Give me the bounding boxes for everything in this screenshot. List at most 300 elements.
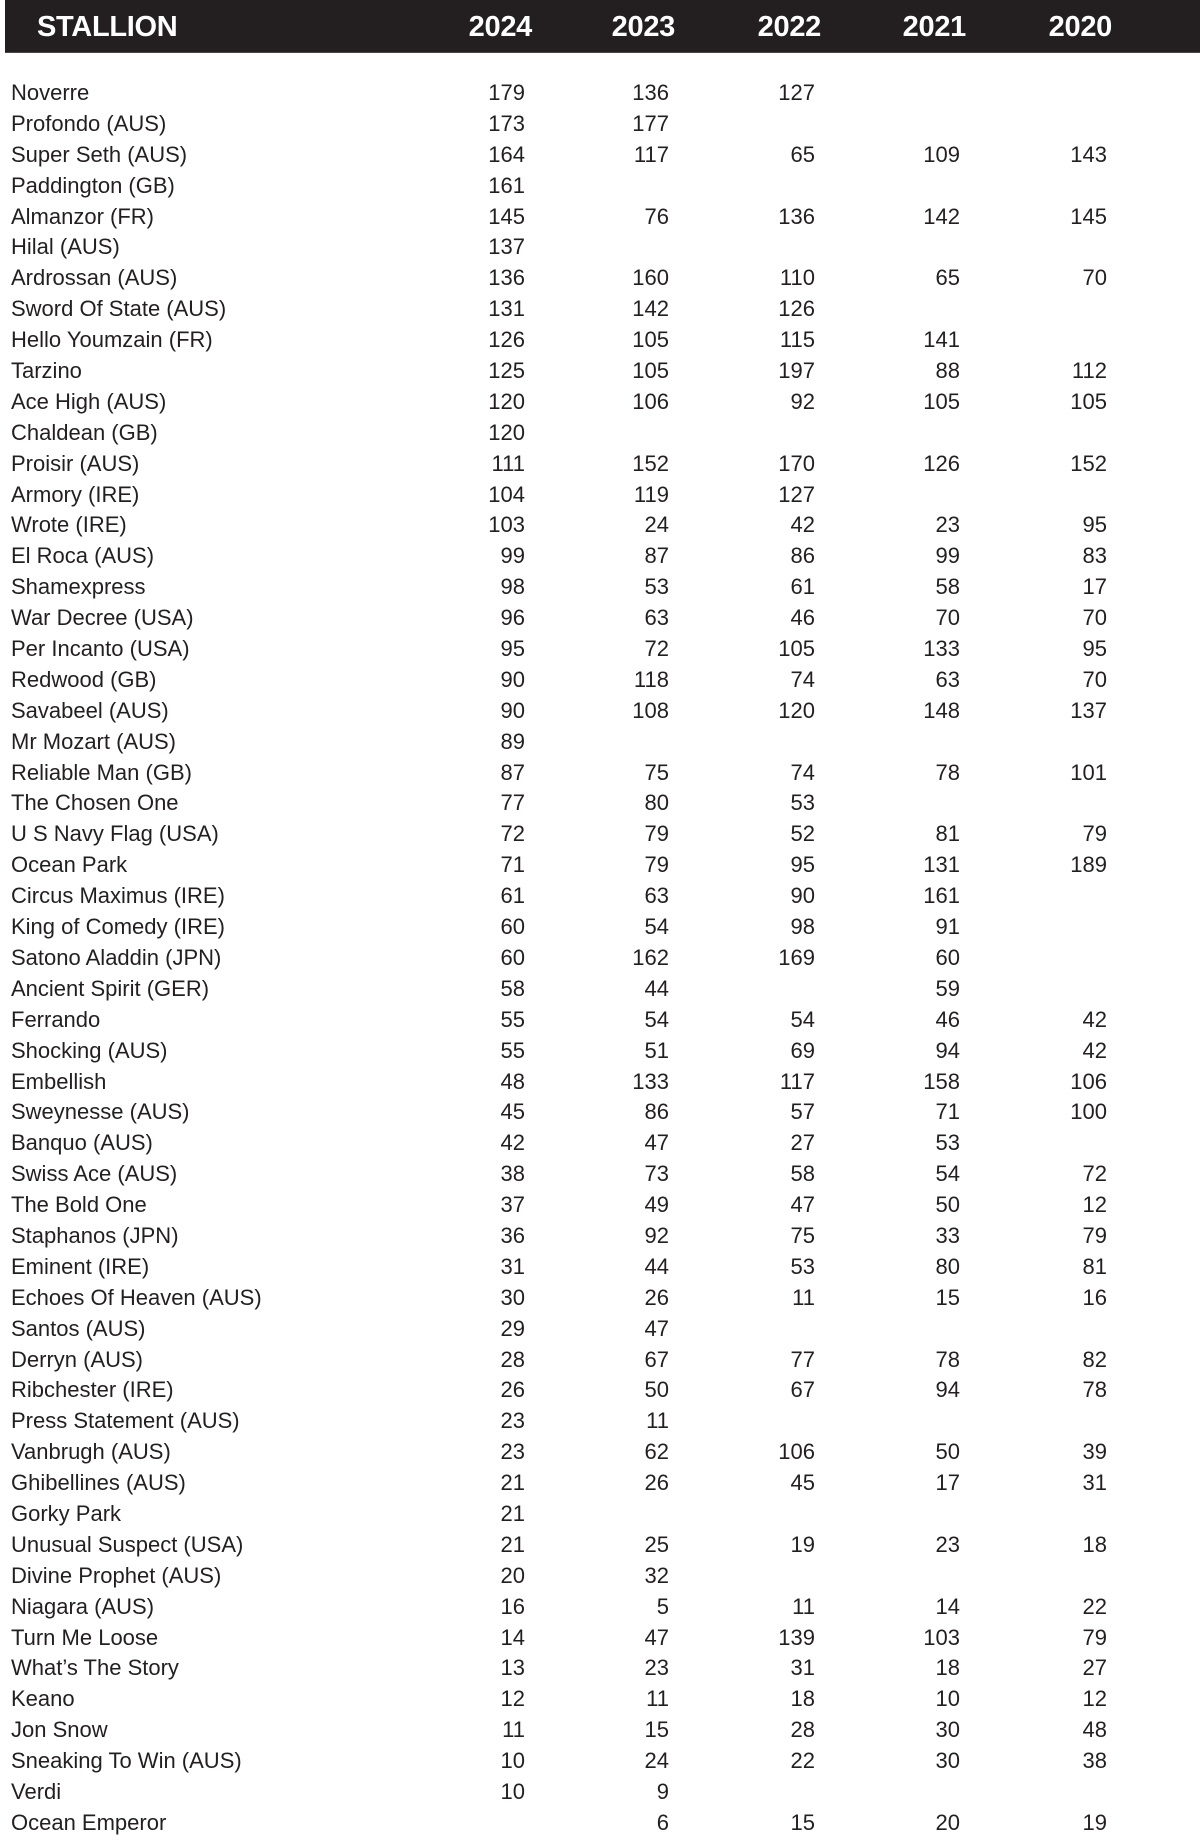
year-value-2022: 57 <box>790 1099 815 1125</box>
year-value-2023: 25 <box>644 1531 669 1557</box>
year-value-2020: 189 <box>1070 852 1107 878</box>
stallion-name: Reliable Man (GB) <box>11 759 192 785</box>
year-value-2022: 115 <box>779 327 815 353</box>
year-value-2022: 127 <box>778 80 815 105</box>
year-value-2020 <box>1017 942 1107 973</box>
year-value-2023: 106 <box>632 388 669 414</box>
year-value-2023 <box>579 1498 669 1529</box>
year-value-2022: 74 <box>790 759 815 785</box>
year-value-2020 <box>1017 1498 1107 1529</box>
year-value-2022 <box>725 170 815 201</box>
year-value-2024: 36 <box>500 1222 525 1248</box>
year-value-2023: 5 <box>656 1593 669 1619</box>
year-value-2021 <box>870 1405 960 1436</box>
stallion-name: Ardrossan (AUS) <box>11 265 178 291</box>
year-value-2021 <box>870 726 960 757</box>
stallion-name: Wrote (IRE) <box>11 512 127 538</box>
year-value-2021 <box>870 108 960 139</box>
year-value-2022 <box>725 1405 815 1436</box>
year-value-2020 <box>1017 726 1107 757</box>
table-row <box>0 262 1200 293</box>
year-value-2022: 86 <box>790 543 815 569</box>
year-value-2020: 12 <box>1082 1686 1107 1712</box>
stallion-name: Sword Of State (AUS) <box>11 296 227 322</box>
stallion-name: Ferrando <box>11 1006 101 1032</box>
year-value-2023: 11 <box>646 1686 669 1712</box>
year-value-2024: 61 <box>500 883 525 909</box>
year-value-2024: 89 <box>500 728 525 754</box>
year-value-2024: 55 <box>500 1037 525 1063</box>
year-value-2020: 83 <box>1082 543 1107 569</box>
year-value-2021: 60 <box>935 944 960 970</box>
year-value-2020: 18 <box>1082 1531 1107 1557</box>
year-value-2021 <box>870 417 960 448</box>
year-value-2021: 20 <box>935 1809 960 1835</box>
table-row <box>0 1189 1200 1220</box>
year-value-2024: 55 <box>500 1006 525 1032</box>
table-row <box>0 695 1200 726</box>
stallion-name: Hello Youmzain (FR) <box>11 327 213 353</box>
year-value-2022: 95 <box>790 852 815 878</box>
year-value-2021: 58 <box>935 574 960 600</box>
year-value-2022: 170 <box>778 450 815 476</box>
year-value-2023: 26 <box>644 1470 669 1496</box>
column-header-year: 2021 <box>902 11 966 43</box>
year-value-2020: 112 <box>1071 358 1107 384</box>
table-row <box>0 1127 1200 1158</box>
year-value-2020 <box>1017 77 1107 108</box>
year-value-2023 <box>579 231 669 262</box>
table-row <box>0 571 1200 602</box>
stallion-name: Ocean Park <box>11 852 128 878</box>
year-value-2021 <box>870 1313 960 1344</box>
year-value-2021: 46 <box>935 1006 960 1032</box>
year-value-2020: 81 <box>1082 1253 1107 1279</box>
year-value-2020: 106 <box>1070 1068 1107 1094</box>
year-value-2023: 11 <box>646 1408 669 1434</box>
stallion-name: Proisir (AUS) <box>11 450 140 476</box>
year-value-2021: 99 <box>935 543 960 569</box>
year-value-2020: 70 <box>1082 666 1107 692</box>
stallion-name: U S Navy Flag (USA) <box>11 821 219 847</box>
year-value-2022: 45 <box>790 1470 815 1496</box>
table-row <box>0 633 1200 664</box>
year-value-2020 <box>1017 231 1107 262</box>
year-value-2022: 127 <box>778 481 815 507</box>
table-row <box>0 1158 1200 1189</box>
year-value-2023: 92 <box>644 1222 669 1248</box>
year-value-2021: 14 <box>935 1593 960 1619</box>
year-value-2024: 120 <box>488 419 525 445</box>
year-value-2020 <box>1017 293 1107 324</box>
year-value-2022 <box>725 108 815 139</box>
year-value-2022: 53 <box>790 790 815 816</box>
year-value-2022: 31 <box>790 1655 815 1681</box>
table-row <box>0 1467 1200 1498</box>
year-value-2022: 69 <box>790 1037 815 1063</box>
stallion-table-body <box>0 77 1200 1838</box>
year-value-2020: 105 <box>1070 388 1107 414</box>
table-row <box>0 1776 1200 1807</box>
table-row <box>0 1436 1200 1467</box>
year-value-2022 <box>725 1560 815 1591</box>
year-value-2020 <box>1017 787 1107 818</box>
table-row <box>0 201 1200 232</box>
stallion-name: Ace High (AUS) <box>11 388 167 414</box>
year-value-2022: 126 <box>778 296 815 322</box>
year-value-2023: 79 <box>644 852 669 878</box>
table-row <box>0 726 1200 757</box>
year-value-2020: 38 <box>1082 1748 1107 1774</box>
year-value-2023: 177 <box>632 110 669 136</box>
year-value-2021: 23 <box>935 1531 960 1557</box>
year-value-2020 <box>1017 1776 1107 1807</box>
year-value-2024: 77 <box>500 790 525 816</box>
year-value-2021: 94 <box>935 1037 960 1063</box>
table-row <box>0 1683 1200 1714</box>
year-value-2022: 18 <box>790 1686 815 1712</box>
column-header-year: 2023 <box>611 11 675 43</box>
year-value-2023: 23 <box>644 1655 669 1681</box>
table-row <box>0 1374 1200 1405</box>
year-value-2024: 20 <box>500 1562 525 1588</box>
stallion-name: Gorky Park <box>11 1500 122 1526</box>
year-value-2021: 148 <box>923 697 960 723</box>
year-value-2021 <box>870 1498 960 1529</box>
table-row <box>0 849 1200 880</box>
year-value-2024: 161 <box>488 172 525 198</box>
table-row <box>0 231 1200 262</box>
year-value-2020: 79 <box>1082 1222 1107 1248</box>
table-row <box>0 1282 1200 1313</box>
year-value-2024: 48 <box>500 1068 525 1094</box>
stallion-name: Savabeel (AUS) <box>11 697 169 723</box>
year-value-2020: 48 <box>1082 1717 1107 1743</box>
year-value-2020 <box>1017 324 1107 355</box>
stallion-name: Per Incanto (USA) <box>11 636 190 662</box>
year-value-2023: 119 <box>633 481 669 507</box>
stallion-name: Echoes Of Heaven (AUS) <box>11 1284 262 1310</box>
stallion-name: The Chosen One <box>11 790 179 816</box>
year-value-2023: 80 <box>644 790 669 816</box>
stallion-name: Turn Me Loose <box>11 1624 159 1650</box>
year-value-2021: 50 <box>935 1439 960 1465</box>
stallion-name: Press Statement (AUS) <box>11 1408 240 1434</box>
year-value-2020: 42 <box>1082 1006 1107 1032</box>
year-value-2021 <box>870 787 960 818</box>
year-value-2023: 72 <box>644 636 669 662</box>
table-row <box>0 1807 1200 1838</box>
year-value-2021: 70 <box>935 605 960 631</box>
table-row <box>0 1652 1200 1683</box>
stallion-name: Sneaking To Win (AUS) <box>11 1748 242 1774</box>
year-value-2020: 22 <box>1082 1593 1107 1619</box>
year-value-2022: 136 <box>778 203 815 229</box>
stallion-name: Mr Mozart (AUS) <box>11 728 176 754</box>
year-value-2020: 79 <box>1082 821 1107 847</box>
table-row <box>0 757 1200 788</box>
year-value-2020 <box>1017 479 1107 510</box>
year-value-2021: 10 <box>935 1686 960 1712</box>
table-row <box>0 540 1200 571</box>
year-value-2023: 160 <box>632 265 669 291</box>
year-value-2022: 61 <box>790 574 815 600</box>
stallion-name: The Bold One <box>11 1192 147 1218</box>
year-value-2022: 106 <box>778 1439 815 1465</box>
stallion-name: What’s The Story <box>11 1655 179 1681</box>
year-value-2020: 145 <box>1070 203 1107 229</box>
year-value-2024 <box>435 1807 525 1838</box>
year-value-2022: 92 <box>790 388 815 414</box>
year-value-2023: 136 <box>632 80 669 105</box>
stallion-name: King of Comedy (IRE) <box>11 914 225 940</box>
year-value-2021: 53 <box>935 1130 960 1156</box>
table-row <box>0 355 1200 386</box>
year-value-2021: 126 <box>923 450 960 476</box>
table-row <box>0 1529 1200 1560</box>
column-header-stallion: STALLION <box>37 11 178 43</box>
year-value-2021: 131 <box>923 852 960 878</box>
year-value-2023: 51 <box>644 1037 669 1063</box>
year-value-2020 <box>1017 1560 1107 1591</box>
year-value-2023: 9 <box>656 1778 669 1804</box>
stallion-name: Verdi <box>11 1778 62 1804</box>
stallion-name: El Roca (AUS) <box>11 543 155 569</box>
year-value-2021: 91 <box>935 914 960 940</box>
year-value-2022: 54 <box>790 1006 815 1032</box>
year-value-2020: 12 <box>1082 1192 1107 1218</box>
year-value-2022 <box>725 231 815 262</box>
year-value-2021: 15 <box>935 1284 960 1310</box>
table-row <box>0 1344 1200 1375</box>
year-value-2021: 133 <box>923 636 960 662</box>
year-value-2023: 105 <box>632 358 669 384</box>
year-value-2021: 109 <box>923 141 960 167</box>
stallion-name: Redwood (GB) <box>11 666 157 692</box>
year-value-2020: 39 <box>1082 1439 1107 1465</box>
year-value-2021: 59 <box>935 975 960 1001</box>
year-value-2021: 18 <box>935 1655 960 1681</box>
table-row <box>0 602 1200 633</box>
year-value-2023 <box>579 417 669 448</box>
year-value-2020: 79 <box>1082 1624 1107 1650</box>
year-value-2023: 73 <box>644 1161 669 1187</box>
column-header-year: 2020 <box>1048 11 1112 43</box>
year-value-2023: 63 <box>644 605 669 631</box>
table-row <box>0 1745 1200 1776</box>
year-value-2020: 101 <box>1070 759 1107 785</box>
year-value-2024: 60 <box>500 944 525 970</box>
table-row <box>0 139 1200 170</box>
year-value-2020: 95 <box>1082 636 1107 662</box>
year-value-2023: 47 <box>644 1624 669 1650</box>
year-value-2023: 152 <box>632 450 669 476</box>
year-value-2024: 173 <box>488 110 525 136</box>
year-value-2024: 13 <box>500 1655 525 1681</box>
stallion-name: Super Seth (AUS) <box>11 141 188 167</box>
stallion-name: Swiss Ace (AUS) <box>11 1161 178 1187</box>
year-value-2023 <box>579 726 669 757</box>
year-value-2022: 15 <box>790 1809 815 1835</box>
year-value-2020: 27 <box>1082 1655 1107 1681</box>
year-value-2020 <box>1017 880 1107 911</box>
year-value-2023: 49 <box>644 1192 669 1218</box>
table-row <box>0 386 1200 417</box>
table-row <box>0 1714 1200 1745</box>
stallion-name: Shocking (AUS) <box>11 1037 168 1063</box>
year-value-2024: 31 <box>500 1253 525 1279</box>
year-value-2021 <box>870 170 960 201</box>
year-value-2020: 143 <box>1070 141 1107 167</box>
year-value-2021: 78 <box>935 1346 960 1372</box>
year-value-2023: 117 <box>633 141 669 167</box>
year-value-2023: 32 <box>644 1562 669 1588</box>
year-value-2023: 24 <box>644 512 669 538</box>
table-row <box>0 170 1200 201</box>
year-value-2021: 161 <box>923 883 960 909</box>
stallion-name: Shamexpress <box>11 574 146 600</box>
year-value-2024: 125 <box>488 358 525 384</box>
stallion-name: Almanzor (FR) <box>11 203 155 229</box>
year-value-2021 <box>870 479 960 510</box>
year-value-2021 <box>870 1776 960 1807</box>
year-value-2023: 44 <box>644 975 669 1001</box>
year-value-2024: 111 <box>491 450 525 476</box>
year-value-2023: 162 <box>632 944 669 970</box>
year-value-2022: 139 <box>778 1624 815 1650</box>
table-header <box>5 0 1200 53</box>
table-row <box>0 1251 1200 1282</box>
stallion-name: Santos (AUS) <box>11 1315 146 1341</box>
year-value-2023: 133 <box>632 1068 669 1094</box>
year-value-2020: 72 <box>1082 1161 1107 1187</box>
year-value-2022: 77 <box>790 1346 815 1372</box>
year-value-2024: 90 <box>500 697 525 723</box>
year-value-2020: 16 <box>1082 1284 1107 1310</box>
year-value-2020: 19 <box>1082 1809 1107 1835</box>
table-row <box>0 77 1200 108</box>
year-value-2020 <box>1017 973 1107 1004</box>
table-row <box>0 1591 1200 1622</box>
year-value-2024: 90 <box>500 666 525 692</box>
stallion-name: Jon Snow <box>11 1717 108 1743</box>
year-value-2024: 30 <box>500 1284 525 1310</box>
year-value-2022: 75 <box>790 1222 815 1248</box>
stallion-name: War Decree (USA) <box>11 605 194 631</box>
year-value-2022: 52 <box>790 821 815 847</box>
year-value-2020 <box>1017 1313 1107 1344</box>
stallion-name: Embellish <box>11 1068 107 1094</box>
stallion-name: Ocean Emperor <box>11 1809 167 1835</box>
year-value-2022 <box>725 1498 815 1529</box>
year-value-2024: 98 <box>500 574 525 600</box>
year-value-2022 <box>725 1313 815 1344</box>
year-value-2020: 100 <box>1070 1099 1107 1125</box>
year-value-2024: 99 <box>500 543 525 569</box>
year-value-2022: 74 <box>790 666 815 692</box>
year-value-2023: 54 <box>644 1006 669 1032</box>
table-row <box>0 1405 1200 1436</box>
year-value-2024: 37 <box>500 1192 525 1218</box>
year-value-2020: 137 <box>1070 697 1107 723</box>
year-value-2021: 63 <box>935 666 960 692</box>
year-value-2021: 30 <box>935 1748 960 1774</box>
year-value-2024: 21 <box>500 1531 525 1557</box>
year-value-2021: 88 <box>935 358 960 384</box>
year-value-2023: 26 <box>644 1284 669 1310</box>
year-value-2024: 96 <box>500 605 525 631</box>
stallion-name: Ghibellines (AUS) <box>11 1470 186 1496</box>
year-value-2023: 75 <box>644 759 669 785</box>
year-value-2024: 21 <box>500 1500 525 1526</box>
year-value-2020: 70 <box>1082 605 1107 631</box>
table-row <box>0 417 1200 448</box>
table-row <box>0 108 1200 139</box>
year-value-2022: 53 <box>790 1253 815 1279</box>
table-row <box>0 1035 1200 1066</box>
year-value-2021 <box>870 1560 960 1591</box>
stallion-name: Vanbrugh (AUS) <box>11 1439 171 1465</box>
year-value-2023: 62 <box>644 1439 669 1465</box>
year-value-2024: 87 <box>500 759 525 785</box>
year-value-2023 <box>579 170 669 201</box>
year-value-2021: 23 <box>935 512 960 538</box>
year-value-2021: 94 <box>935 1377 960 1403</box>
stallion-name: Ancient Spirit (GER) <box>11 975 210 1001</box>
stallion-name: Divine Prophet (AUS) <box>11 1562 222 1588</box>
table-row <box>0 293 1200 324</box>
table-row <box>0 973 1200 1004</box>
year-value-2020: 70 <box>1082 265 1107 291</box>
stallion-name: Chaldean (GB) <box>11 419 158 445</box>
stallion-name: Derryn (AUS) <box>11 1346 144 1372</box>
table-row <box>0 880 1200 911</box>
year-value-2022 <box>725 973 815 1004</box>
stallion-name: Sweynesse (AUS) <box>11 1099 190 1125</box>
table-row <box>0 1313 1200 1344</box>
year-value-2022: 58 <box>790 1161 815 1187</box>
year-value-2024: 164 <box>488 141 525 167</box>
year-value-2024: 103 <box>488 512 525 538</box>
table-row <box>0 1004 1200 1035</box>
year-value-2024: 23 <box>500 1439 525 1465</box>
year-value-2024: 14 <box>500 1624 525 1650</box>
year-value-2022 <box>725 726 815 757</box>
year-value-2021: 71 <box>935 1099 960 1125</box>
year-value-2023: 47 <box>644 1315 669 1341</box>
year-value-2021 <box>870 231 960 262</box>
year-value-2024: 104 <box>488 481 525 507</box>
year-value-2020 <box>1017 417 1107 448</box>
year-value-2024: 95 <box>500 636 525 662</box>
stallion-name: Hilal (AUS) <box>11 234 120 260</box>
stallion-name: Armory (IRE) <box>11 481 140 507</box>
table-row <box>0 1066 1200 1097</box>
year-value-2021 <box>870 77 960 108</box>
year-value-2023: 15 <box>644 1717 669 1743</box>
year-value-2024: 131 <box>488 296 525 322</box>
table-row <box>0 787 1200 818</box>
stallion-name: Banquo (AUS) <box>11 1130 153 1156</box>
stallion-name: Circus Maximus (IRE) <box>11 883 225 909</box>
year-value-2023: 53 <box>644 574 669 600</box>
year-value-2023: 24 <box>644 1748 669 1774</box>
table-row <box>0 448 1200 479</box>
year-value-2020 <box>1017 108 1107 139</box>
year-value-2020: 82 <box>1082 1346 1107 1372</box>
year-value-2023: 86 <box>644 1099 669 1125</box>
year-value-2022: 110 <box>779 265 815 291</box>
